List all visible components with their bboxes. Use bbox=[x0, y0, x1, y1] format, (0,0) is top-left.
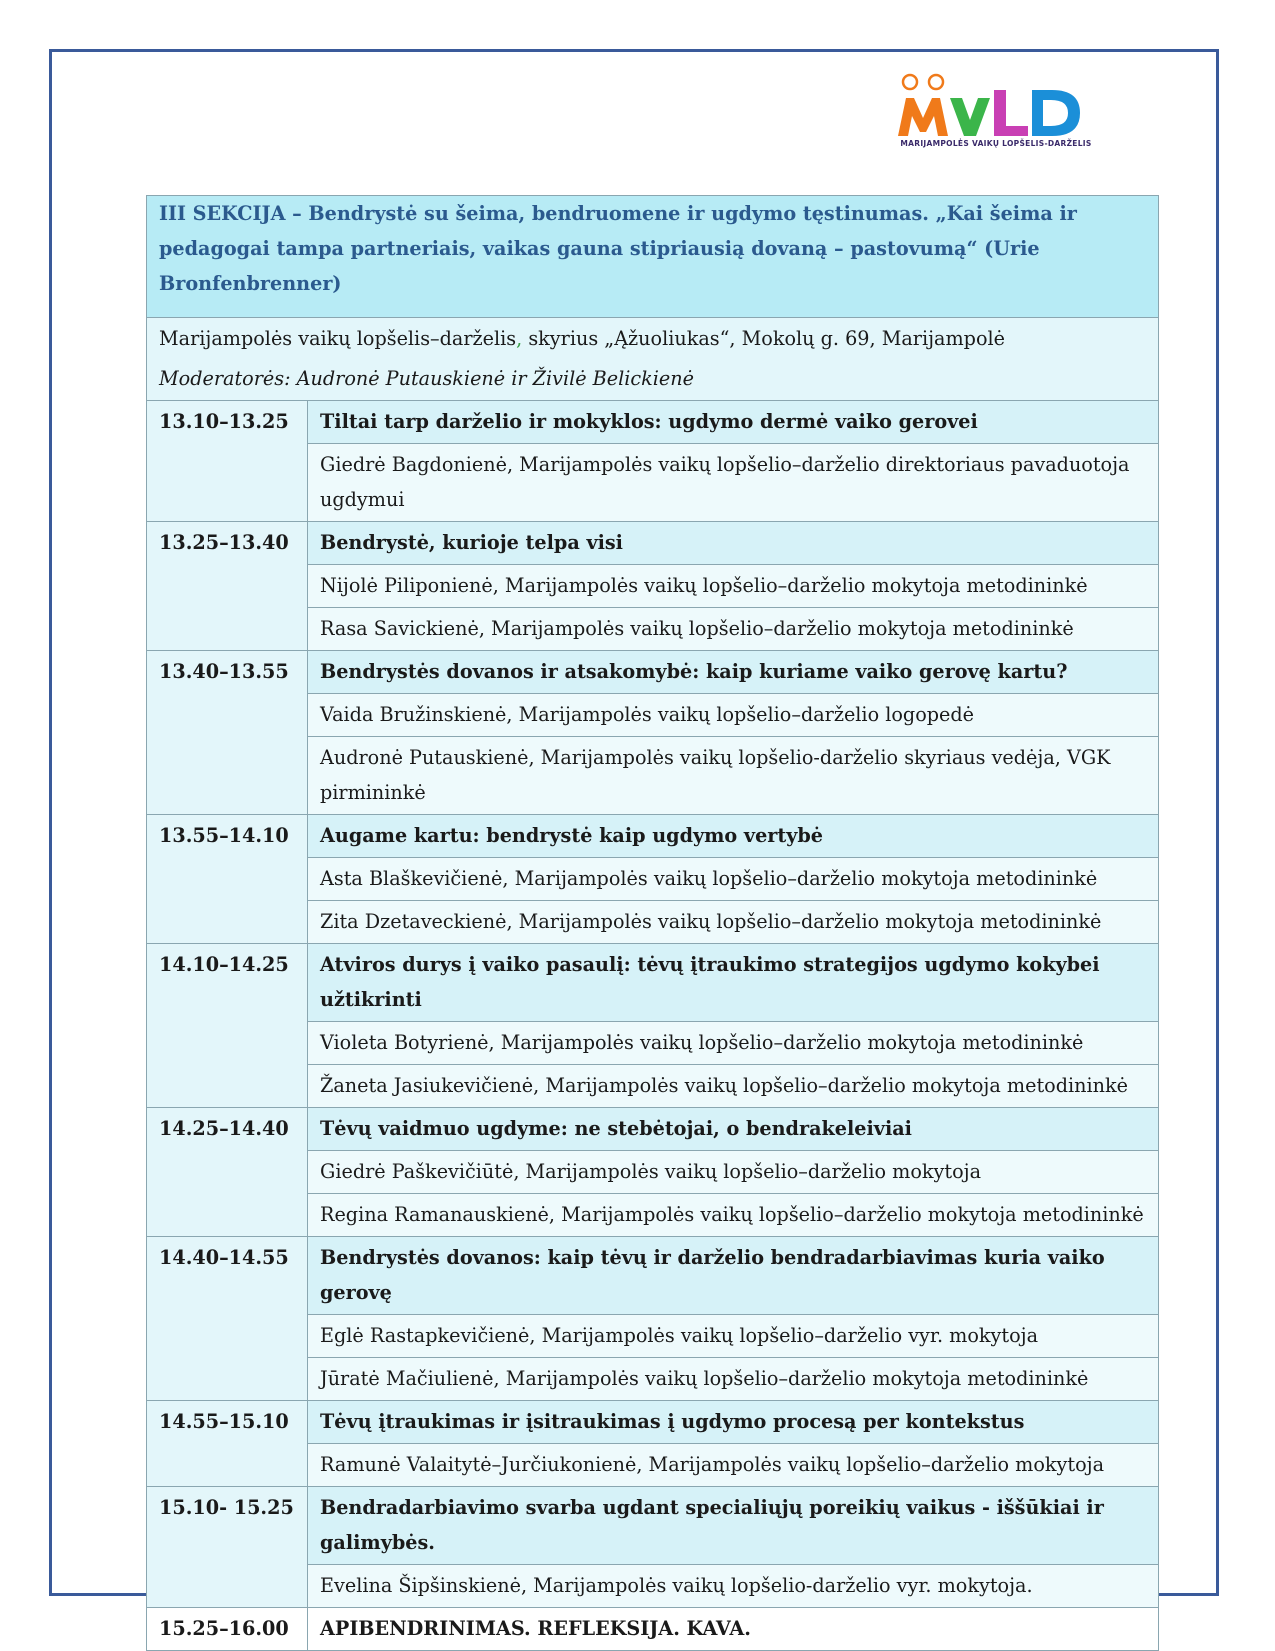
session-row bbox=[147, 401, 1159, 444]
session-speaker: Žaneta Jasiukevičienė, Marijampolės vaikų lopšelio–darželio mokytoja metodininkė bbox=[308, 1065, 1159, 1108]
session-row bbox=[147, 1237, 1159, 1315]
logo-caption: MARIJAMPOLĖS VAIKŲ LOPŠELIS-DARŽELIS bbox=[900, 139, 1092, 148]
session-title: Bendradarbiavimo svarba ugdant specialiųjų poreikių vaikus - iššūkiai ir galimybės. bbox=[308, 1487, 1159, 1565]
venue-row bbox=[147, 318, 1159, 401]
session-speaker: Rasa Savickienė, Marijampolės vaikų lopšelio–darželio mokytoja metodininkė bbox=[308, 608, 1159, 651]
session-title: Tiltai tarp darželio ir mokyklos: ugdymo dermė vaiko gerovei bbox=[308, 401, 1159, 444]
session-row bbox=[147, 1487, 1159, 1565]
venue-separator: , bbox=[516, 327, 523, 350]
session-speaker: Ramunė Valaitytė–Jurčiukonienė, Marijampolės vaikų lopšelio–darželio mokytoja bbox=[308, 1444, 1159, 1487]
session-title: Atviros durys į vaiko pasaulį: tėvų įtraukimo strategijos ugdymo kokybei užtikrinti bbox=[308, 944, 1159, 1022]
session-time: 13.10–13.25 bbox=[147, 401, 308, 522]
session-title: Tėvų įtraukimas ir įsitraukimas į ugdymo procesą per kontekstus bbox=[308, 1401, 1159, 1444]
session-time: 15.10- 15.25 bbox=[147, 1487, 308, 1608]
logo-letter-v bbox=[950, 98, 990, 136]
logo-figure-head-left bbox=[903, 75, 917, 89]
session-speaker: Vaida Bružinskienė, Marijampolės vaikų lopšelio–darželio logopedė bbox=[308, 694, 1159, 737]
session-title: Bendrystė, kurioje telpa visi bbox=[308, 522, 1159, 565]
session-speaker: Asta Blaškevičienė, Marijampolės vaikų lopšelio–darželio mokytoja metodininkė bbox=[308, 858, 1159, 901]
session-speaker: Eglė Rastapkevičienė, Marijampolės vaikų lopšelio–darželio vyr. mokytoja bbox=[308, 1315, 1159, 1358]
session-time: 14.25–14.40 bbox=[147, 1108, 308, 1237]
session-speaker: Giedrė Paškevičiūtė, Marijampolės vaikų lopšelio–darželio mokytoja bbox=[308, 1151, 1159, 1194]
session-title: Bendrystės dovanos: kaip tėvų ir darželio bendradarbiavimas kuria vaiko gerovę bbox=[308, 1237, 1159, 1315]
session-speaker: Giedrė Bagdonienė, Marijampolės vaikų lopšelio–darželio direktoriaus pavaduotoja ugdymui bbox=[308, 444, 1159, 522]
closing-row bbox=[147, 1608, 1159, 1651]
logo-figure-head-right bbox=[929, 75, 943, 89]
logo-letter-d bbox=[1032, 90, 1080, 136]
session-speaker: Nijolė Piliponienė, Marijampolės vaikų lopšelio–darželio mokytoja metodininkė bbox=[308, 565, 1159, 608]
session-row bbox=[147, 651, 1159, 694]
session-speaker: Regina Ramanauskienė, Marijampolės vaikų lopšelio–darželio mokytoja metodininkė bbox=[308, 1194, 1159, 1237]
session-title: Bendrystės dovanos ir atsakomybė: kaip kuriame vaiko gerovę kartu? bbox=[308, 651, 1159, 694]
session-title: Augame kartu: bendrystė kaip ugdymo vertybė bbox=[308, 815, 1159, 858]
session-time: 14.10–14.25 bbox=[147, 944, 308, 1108]
session-time: 13.55–14.10 bbox=[147, 815, 308, 944]
session-row bbox=[147, 815, 1159, 858]
session-speaker: Zita Dzetaveckienė, Marijampolės vaikų lopšelio–darželio mokytoja metodininkė bbox=[308, 901, 1159, 944]
closing-time: 15.25–16.00 bbox=[147, 1608, 308, 1651]
venue-address: skyrius „Ąžuoliukas“, Mokolų g. 69, Marijampolė bbox=[522, 327, 1005, 350]
session-speaker: Violeta Botyrienė, Marijampolės vaikų lopšelio–darželio mokytoja metodininkė bbox=[308, 1022, 1159, 1065]
session-title: Tėvų vaidmuo ugdyme: ne stebėtojai, o bendrakeleiviai bbox=[308, 1108, 1159, 1151]
session-row bbox=[147, 522, 1159, 565]
section-header-row bbox=[147, 196, 1159, 318]
logo-letter-m bbox=[898, 98, 948, 136]
session-row bbox=[147, 1108, 1159, 1151]
logo-letter-l bbox=[994, 90, 1028, 136]
session-time: 13.40–13.55 bbox=[147, 651, 308, 815]
session-row bbox=[147, 944, 1159, 1022]
closing-title: APIBENDRINIMAS. REFLEKSIJA. KAVA. bbox=[308, 1608, 1159, 1651]
session-speaker: Audronė Putauskienė, Marijampolės vaikų lopšelio-darželio skyriaus vedėja, VGK pirmininkė bbox=[308, 737, 1159, 815]
session-time: 14.40–14.55 bbox=[147, 1237, 308, 1401]
session-time: 13.25–13.40 bbox=[147, 522, 308, 651]
session-speaker: Jūratė Mačiulienė, Marijampolės vaikų lopšelio–darželio mokytoja metodininkė bbox=[308, 1358, 1159, 1401]
venue-place: Marijampolės vaikų lopšelis–darželis bbox=[159, 327, 517, 350]
session-time: 14.55–15.10 bbox=[147, 1401, 308, 1487]
session-speaker: Evelina Šipšinskienė, Marijampolės vaikų lopšelio-darželio vyr. mokytoja. bbox=[308, 1565, 1159, 1608]
section-title: III SEKCIJA – Bendrystė su šeima, bendruomene ir ugdymo tęstinumas. „Kai šeima ir pedagogai tampa partneriais, vaikas gauna stipriausią dovaną – pastovumą“ (Urie Bronfenbrenner) bbox=[147, 196, 1159, 318]
session-row bbox=[147, 1401, 1159, 1444]
program-table bbox=[146, 195, 1159, 1651]
venue-cell bbox=[147, 318, 1159, 401]
moderators: Moderatorės: Audronė Putauskienė ir Živilė Belickienė bbox=[159, 367, 694, 390]
